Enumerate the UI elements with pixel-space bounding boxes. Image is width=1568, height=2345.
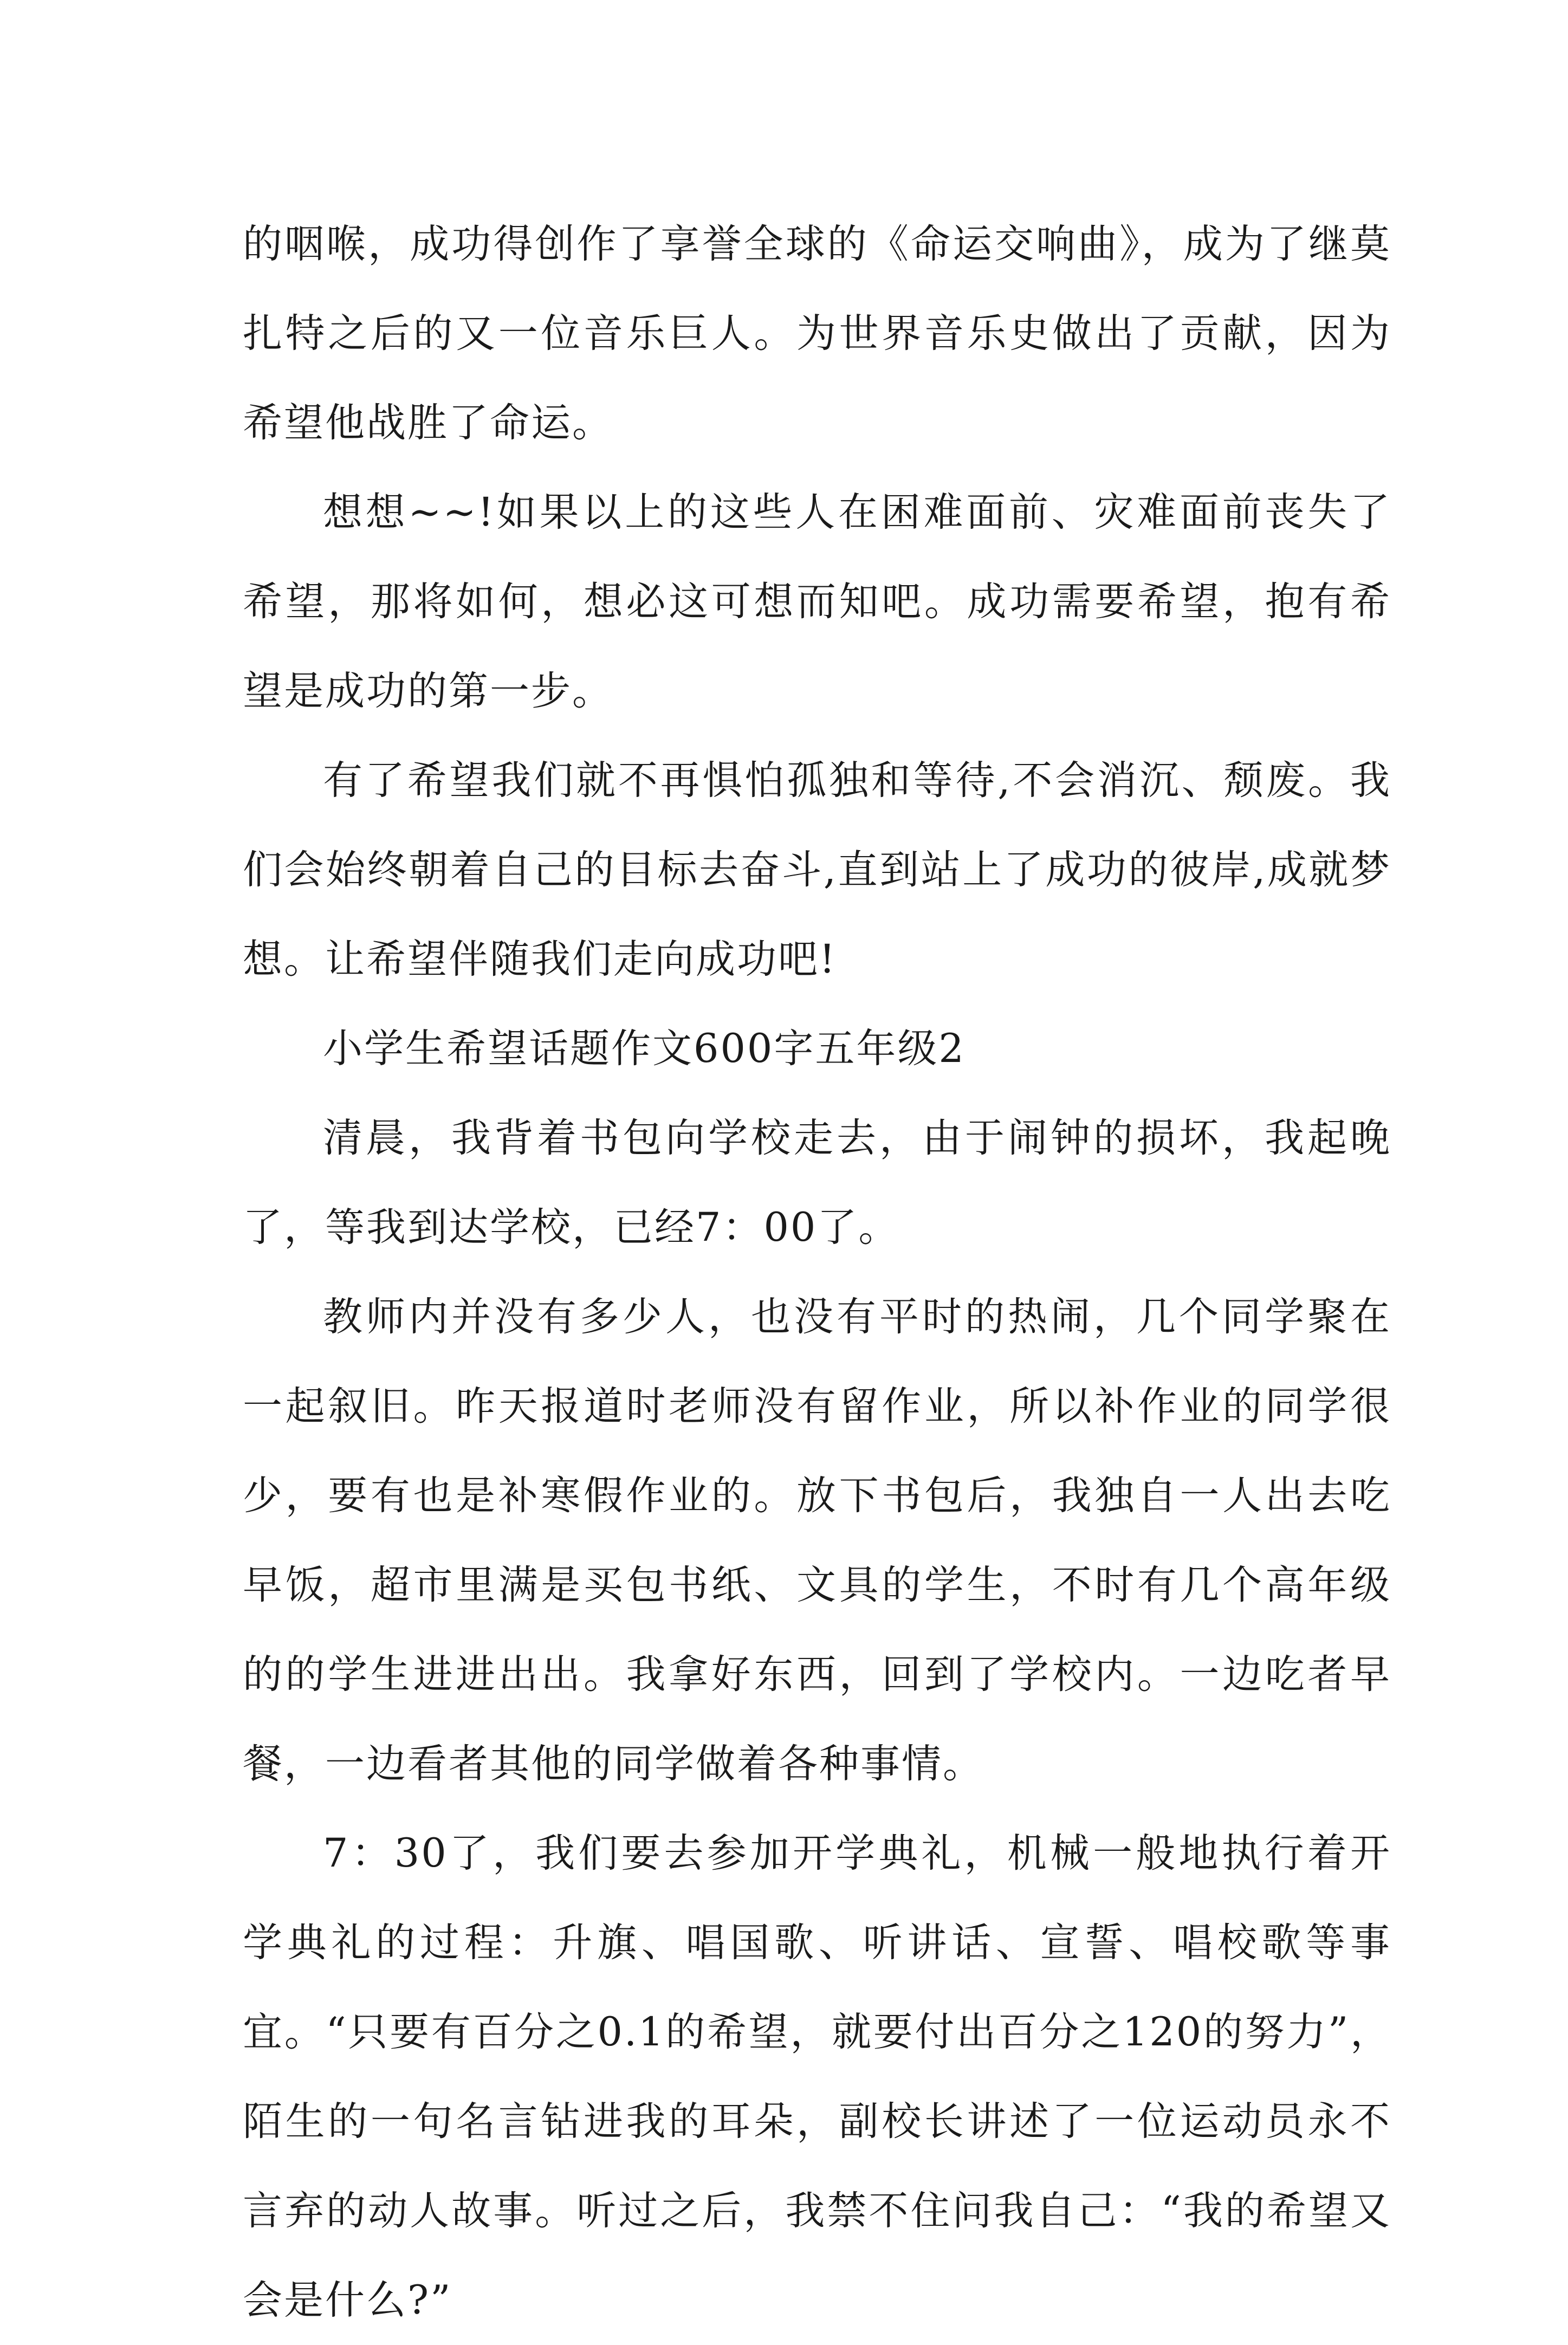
paragraph-6: 7：30了，我们要去参加开学典礼，机械一般地执行着开学典礼的过程：升旗、唱国歌、听讲话、宣誓、唱校歌等事宜。“只要有百分之0.1的希望，就要付出百分之120的努力”，陌生的一句名言钻进我的耳朵，副校长讲述了一位运动员永不言弃的动人故事。听过之后，我禁不住问我自己：“我的希望又会是什么?” [243,1830,1391,2323]
section-title: 小学生希望话题作文600字五年级2 [323,1026,966,1072]
paragraph-1: 的咽喉，成功得创作了享誉全球的《命运交响曲》，成为了继莫扎特之后的又一位音乐巨人。为世界音乐史做出了贡献，因为希望他战胜了命运。 [243,221,1391,446]
paragraph-2: 想想~~!如果以上的这些人在困难面前、灾难面前丧失了希望，那将如何，想必这可想而知吧。成功需要希望，抱有希望是成功的第一步。 [243,489,1391,714]
document-body [243,199,1391,2345]
paragraph-3: 有了希望我们就不再惧怕孤独和等待,不会消沉、颓废。我们会始终朝着自己的目标去奋斗,直到站上了成功的彼岸,成就梦想。让希望伴随我们走向成功吧! [243,757,1391,982]
paragraph-4: 清晨，我背着书包向学校走去，由于闹钟的损坏，我起晚了，等我到达学校，已经7：00了。 [243,1115,1391,1251]
paragraph-5: 教师内并没有多少人，也没有平时的热闹，几个同学聚在一起叙旧。昨天报道时老师没有留作业，所以补作业的同学很少，要有也是补寒假作业的。放下书包后，我独自一人出去吃早饭，超市里满是买包书纸、文具的学生，不时有几个高年级的的学生进进出出。我拿好东西，回到了学校内。一边吃者早餐，一边看者其他的同学做着各种事情。 [243,1294,1391,1787]
